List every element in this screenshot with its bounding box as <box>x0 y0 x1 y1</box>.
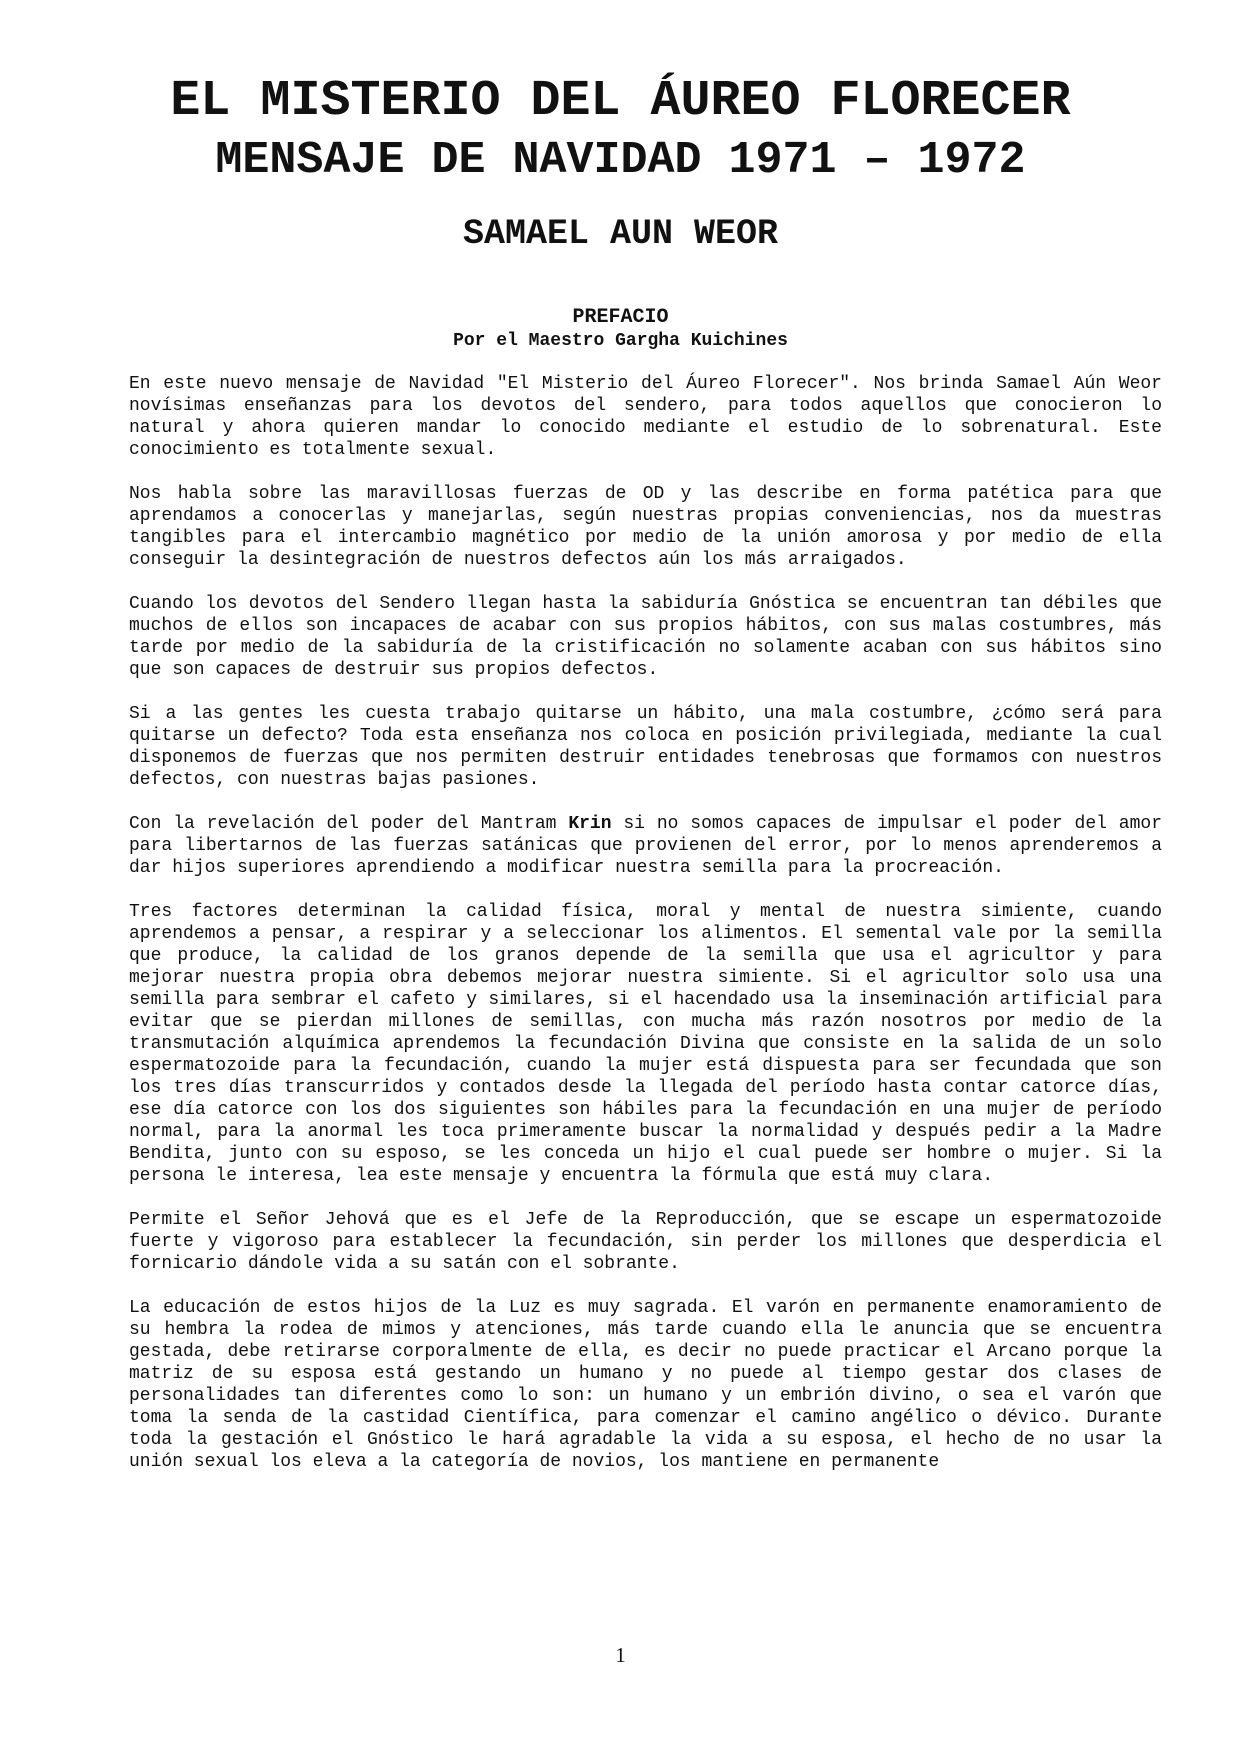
paragraph-1: En este nuevo mensaje de Navidad "El Misterio del Áureo Florecer". Nos brinda Samael Aún Weor novísimas enseñanzas para los devotos del sendero, para todos aquellos que conocieron lo natural y ahora quieren mandar lo conocido mediante el estudio de lo sobrenatural. Este conocimiento es totalmente sexual. <box>129 374 1162 460</box>
author-name: SAMAEL AUN WEOR <box>462 214 779 254</box>
paragraph-5 <box>129 813 1162 879</box>
paragraph-6: Tres factores determinan la calidad física, moral y mental de nuestra simiente, cuando aprendemos a pensar, a respirar y a seleccionar los alimentos. El semental vale por la semilla que produce, la calidad de los granos depende de la semilla que usa el agricultor y para mejorar nuestra propia obra debemos mejorar nuestra simiente. Si el agricultor solo usa una semilla para sembrar el cafeto y similares, si el hacendado usa la inseminación artificial para evitar que se pierdan millones de semillas, con mucha más razón nosotros por medio de la transmutación alquímica aprendemos la fecundación Divina que consiste en la salida de un solo espermatozoide para la fecundación, cuando la mujer está dispuesta para ser fecundada que son los tres días transcurridos y contados desde la llegada del período hasta contar catorce días, ese día catorce con los dos siguientes son hábiles para la fecundación en una mujer de período normal, para la anormal les toca primeramente buscar la normalidad y después pedir a la Madre Bendita, junto con su esposo, se les conceda un hijo el cual puede ser hombre o mujer. Si la persona le interesa, lea este mensaje y encuentra la fórmula que está muy clara. <box>129 902 1162 1186</box>
page-number: 1 <box>615 1643 626 1667</box>
paragraph-5-start: Con la revelación del poder del Mantram <box>129 814 569 834</box>
preface-byline: Por el Maestro Gargha Kuichines <box>453 331 788 351</box>
paragraph-3: Cuando los devotos del Sendero llegan hasta la sabiduría Gnóstica se encuentran tan débiles que muchos de ellos son incapaces de acabar con sus propios hábitos, con sus malas costumbres, más tarde por medio de la sabiduría de la cristificación no solamente acaban con sus hábitos sino que son capaces de destruir sus propios defectos. <box>129 594 1162 680</box>
paragraph-7: Permite el Señor Jehová que es el Jefe de la Reproducción, que se escape un espermatozoide fuerte y vigoroso para establecer la fecundación, sin perder los millones que desperdicia el fornicario dándole vida a su satán con el sobrante. <box>129 1210 1162 1274</box>
document-title: EL MISTERIO DEL ÁUREO FLORECER <box>170 73 1071 130</box>
preface-heading: PREFACIO <box>572 306 669 329</box>
body-text <box>129 373 1162 1495</box>
paragraph-8: La educación de estos hijos de la Luz es muy sagrada. El varón en permanente enamoramiento de su hembra la rodea de mimos y atenciones, más tarde cuando ella le anuncia que se encuentra gestada, debe retirarse corporalmente de ella, es decir no puede practicar el Arcano porque la matriz de su esposa está gestando un humano y no puede al tiempo gestar dos clases de personalidades tan diferentes como lo son: un humano y un embrión divino, o sea el varón que toma la senda de la castidad Científica, para comenzar el camino angélico o dévico. Durante toda la gestación el Gnóstico le hará agradable la vida a su esposa, el hecho de no usar la unión sexual los eleva a la categoría de novios, los mantiene en permanente <box>129 1298 1162 1472</box>
paragraph-2: Nos habla sobre las maravillosas fuerzas de OD y las describe en forma patética para que aprendamos a conocerlas y manejarlas, según nuestras propias conveniencias, nos da muestras tangibles para el intercambio magnético por medio de la unión amorosa y por medio de ella conseguir la desintegración de nuestros defectos aún los más arraigados. <box>129 484 1162 570</box>
paragraph-5-end: si no somos capaces de impulsar el poder del amor para libertarnos de las fuerzas satánicas que provienen del error, por lo menos aprenderemos a dar hijos superiores aprendiendo a modificar nuestra semilla para la procreación. <box>129 814 1162 878</box>
document-subtitle: MENSAJE DE NAVIDAD 1971 – 1972 <box>215 135 1026 186</box>
paragraph-4: Si a las gentes les cuesta trabajo quitarse un hábito, una mala costumbre, ¿cómo será para quitarse un defecto? Toda esta enseñanza nos coloca en posición privilegiada, mediante la cual disponemos de fuerzas que nos permiten destruir entidades tenebrosas que formamos con nuestros defectos, con nuestras bajas pasiones. <box>129 704 1162 790</box>
mantram-krin: Krin <box>568 814 612 834</box>
